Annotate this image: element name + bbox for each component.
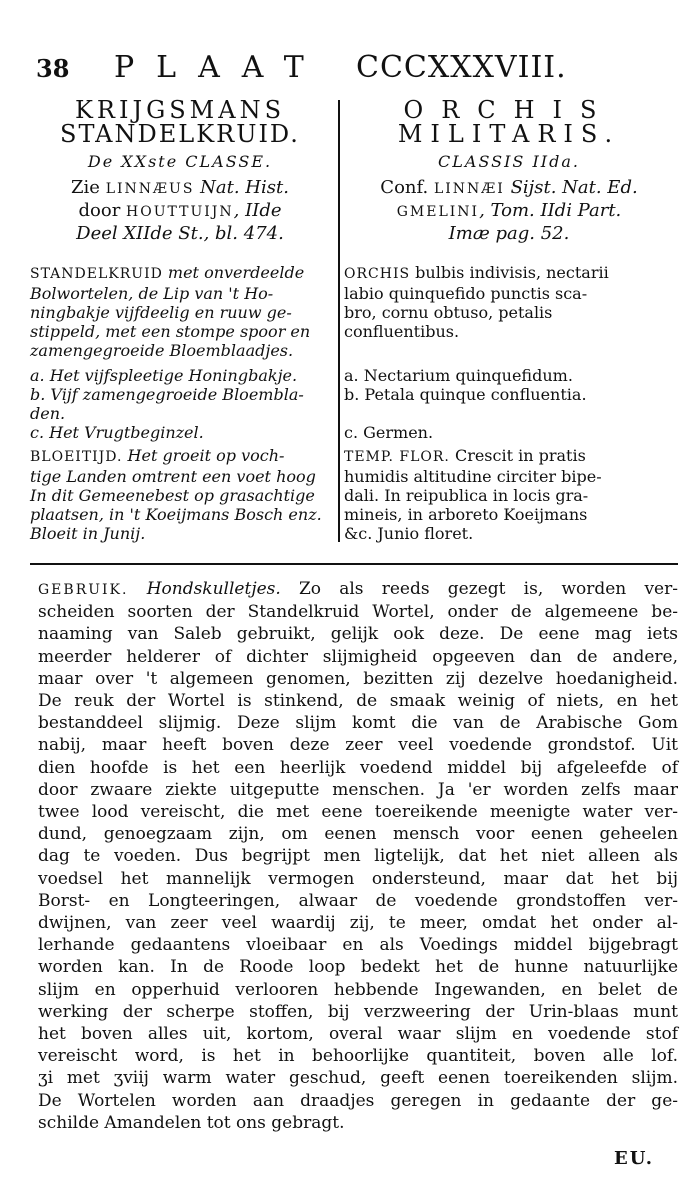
description-lead: STANDELKRUID <box>30 266 163 282</box>
part-item: c. Germen. <box>344 423 434 442</box>
flowering-lead: BLOEITIJD. <box>30 449 123 465</box>
ref-author: LINNÆI <box>433 181 505 197</box>
part-item: a. Nectarium quinquefidum. <box>344 366 573 385</box>
flowering-line: &c. Junio floret. <box>344 524 474 543</box>
part-item: b. Petala quinque confluentia. <box>344 385 587 404</box>
usage-line: vereischt word, is het in behoorlijke quantiteit, boven alle lof. <box>38 1046 678 1067</box>
usage-line: het boven alles uit, kortom, overal waar slijm en voedende stof <box>38 1024 678 1045</box>
usage-line: naaming van Saleb gebruikt, gelijk ook deze. De eene mag iets <box>38 624 678 645</box>
dutch-class: De XXste CLASSE. <box>87 152 273 171</box>
ref-work: Sijst. Nat. Ed. <box>504 177 638 198</box>
usage-line: De reuk der Wortel is stinkend, de smaak weinig of niets, en het <box>38 691 678 712</box>
usage-line: lerhande gedaantens vloeibaar en als Voedings middel bijgebragt <box>38 935 678 956</box>
flowering-line: mineis, in arboreto Koeijmans <box>344 505 588 524</box>
usage-line: door zwaare ziekte uitgeputte menschen. Ja 'er worden zelfs maar <box>38 779 678 800</box>
section-divider <box>30 563 678 565</box>
dutch-flowering <box>30 446 330 543</box>
latin-name-line2: MILITARIS. <box>397 120 621 148</box>
page-number: 38 <box>36 54 70 83</box>
description-line: bulbis indivisis, nectarii <box>410 263 609 282</box>
plate-number: CCCXXXVIII. <box>356 50 567 85</box>
part-item: c. Het Vrugtbeginzel. <box>30 423 204 442</box>
ref-work: , Tom. IIdi Part. <box>479 200 622 221</box>
latin-reference <box>344 177 674 245</box>
dutch-name-line2: STANDELKRUID. <box>60 120 300 148</box>
flowering-line: tige Landen omtrent een voet hoog <box>30 467 316 486</box>
usage-line: ʒi met ʒviij warm water geschud, geeft eenen toereikenden slijm. <box>38 1068 678 1089</box>
part-item: a. Het vijfspleetige Honingbakje. <box>30 366 298 385</box>
ref-text: door <box>78 200 127 221</box>
usage-line: worden kan. In de Roode loop bedekt het de hunne natuurlijke <box>38 957 678 978</box>
usage-line: De Wortelen worden aan draadjes geregen in gedaante der ge- <box>38 1090 678 1111</box>
usage-lead: GEBRUIK. <box>38 582 129 598</box>
flowering-line: humidis altitudine circiter bipe- <box>344 467 602 486</box>
description-lead: ORCHIS <box>344 266 411 282</box>
usage-section <box>38 578 678 1134</box>
ref-author: LINNÆUS <box>105 181 195 197</box>
flowering-line: dali. In reipublica in locis gra- <box>344 486 589 505</box>
flowering-lead: TEMP. FLOR. <box>344 449 450 465</box>
latin-flowering <box>344 446 674 543</box>
usage-line: bestanddeel slijmig. Deze slijm komt die van de Arabische Gom <box>38 713 678 734</box>
dutch-parts-list <box>30 366 330 442</box>
description-line: confluentibus. <box>344 322 460 341</box>
flowering-line: plaatsen, in 't Koeijmans Bosch enz. <box>30 505 322 524</box>
part-item-spacer <box>344 404 674 423</box>
usage-line: dag te voeden. Dus begrijpt men ligtelijk, dat het niet alleen als <box>38 846 678 867</box>
description-line: Bolwortelen, de Lip van 't Ho- <box>30 284 274 303</box>
dutch-column <box>30 98 330 543</box>
catchword: EU. <box>613 1148 654 1169</box>
dutch-name-line1: KRIJGSMANS <box>74 96 286 124</box>
latin-description <box>344 263 674 360</box>
latin-class: CLASSIS IIda. <box>438 152 580 171</box>
ref-author: HOUTTUIJN <box>126 204 234 220</box>
part-item: den. <box>30 404 66 423</box>
part-item: b. Vijf zamengegroeide Bloembla- <box>30 385 304 404</box>
ref-work: Nat. Hist. <box>194 177 289 198</box>
usage-line: voedsel het mannelijk vermogen ondersteund, maar dat het bij <box>38 868 678 889</box>
column-divider <box>338 100 340 542</box>
usage-line: werking der scherpe stoffen, bij verzweering der Urin-blaas munt <box>38 1001 678 1022</box>
usage-line: meerder helderer of dichter slijmigheid opgeeven dan de andere, <box>38 646 678 667</box>
flowering-line: Bloeit in Junij. <box>30 524 146 543</box>
usage-title: Hondskulletjes. <box>128 579 281 599</box>
usage-line: schilde Amandelen tot ons gebragt. <box>38 1112 345 1133</box>
page-header <box>30 50 670 90</box>
usage-line: twee lood vereischt, die met eene toereikende meenigte water ver- <box>38 802 678 823</box>
usage-line: scheiden soorten der Standelkruid Wortel, onder de algemeene be- <box>38 602 678 623</box>
description-line: ningbakje vijfdeelig en ruuw ge- <box>30 303 292 322</box>
description-line: bro, cornu obtuso, petalis <box>344 303 553 322</box>
usage-line: dwijnen, van zeer veel waardij zij, te meer, omdat het onder al- <box>38 913 678 934</box>
flowering-line: Het groeit op voch- <box>122 446 285 465</box>
ref-volume: Imæ pag. 52. <box>448 223 570 244</box>
latin-column <box>344 98 674 543</box>
ref-text: Zie <box>71 177 106 198</box>
dutch-reference <box>30 177 330 245</box>
usage-line: dien hoofde is het een heerlijk voedend middel bij afgeleefde of <box>38 757 678 778</box>
usage-line: maar over 't algemeen genomen, bezitten zij dezelve hoedanigheid. <box>38 668 678 689</box>
latin-parts-list <box>344 366 674 442</box>
usage-line: slijm en opperhuid verlooren hebbende Ingewanden, en belet de <box>38 979 678 1000</box>
description-line: zamengegroeide Bloemblaadjes. <box>30 341 294 360</box>
ref-work: , IIde <box>233 200 282 221</box>
ref-author: GMELINI <box>396 204 480 220</box>
usage-line: Zo als reeds gezegt is, worden ver- <box>280 579 678 599</box>
usage-line: nabij, maar heeft boven deze zeer veel voedende grondstof. Uit <box>38 735 678 756</box>
plate-title: PLAAT <box>114 50 326 85</box>
dutch-description <box>30 263 330 360</box>
ref-volume: Deel XIIde St., bl. 474. <box>76 223 284 244</box>
flowering-line: Crescit in pratis <box>449 446 586 465</box>
latin-name-line1: ORCHIS <box>403 96 615 124</box>
description-line: met onverdeelde <box>162 263 305 282</box>
description-line: stippeld, met een stompe spoor en <box>30 322 311 341</box>
usage-line: dund, genoegzaam zijn, om eenen mensch voor eenen geheelen <box>38 824 678 845</box>
description-line: labio quinquefido punctis sca- <box>344 284 588 303</box>
usage-line: Borst- en Longteeringen, alwaar de voedende grondstoffen ver- <box>38 890 678 911</box>
flowering-line: In dit Gemeenebest op grasachtige <box>30 486 315 505</box>
ref-text: Conf. <box>380 177 434 198</box>
